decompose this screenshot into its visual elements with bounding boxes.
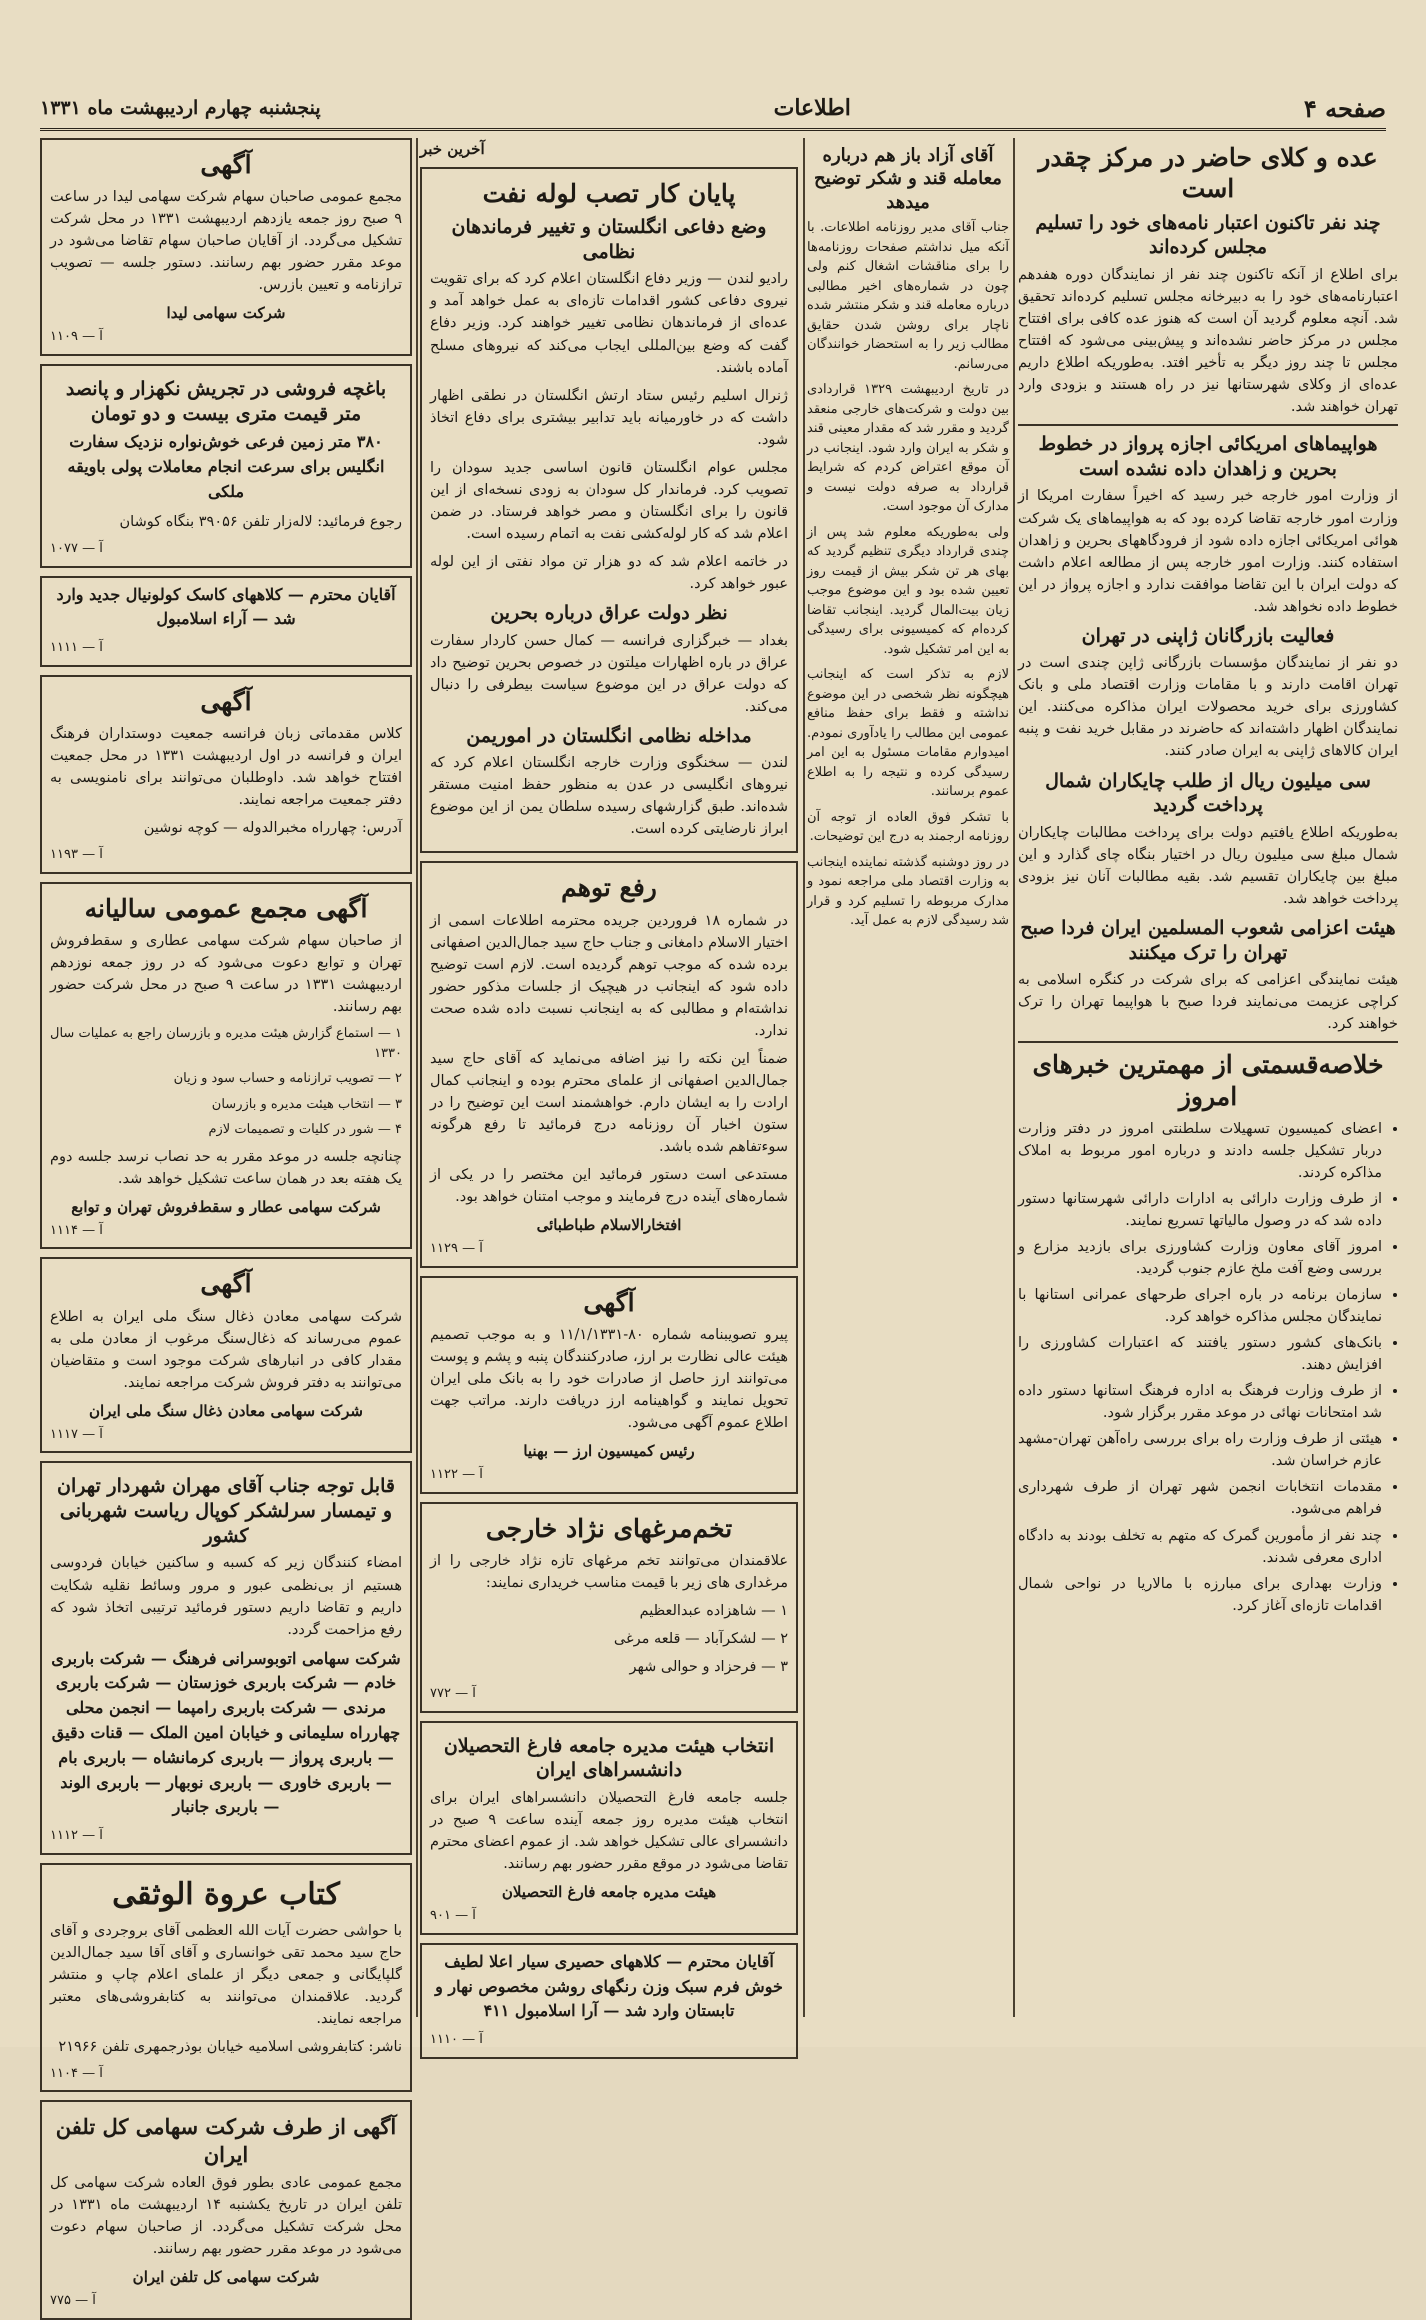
ad-body: علاقمندان می‌توانند تخم مرغهای تازه نژاد خارجی را از مرغداری های زیر با قیمت مناسب خریداری نمایند: [430,1552,788,1591]
ad-title: تخم‌مرغهای نژاد خارجی [485,1513,733,1543]
ad-body: با حواشی حضرت آیات الله العظمی آقای بروجردی و آقای حاج سید محمد تقی خوانساری و آقای آقا سید جمال‌الدین گلپایگانی و جمعی دیگر از علمای اعلام چاپ و منتشر گردید. علاقمندان می‌توانند به کتابفروشی‌های معتبر مراجعه نمایند. [50,1922,402,2027]
ad-lida [40,138,412,356]
column-news-right [1018,138,1398,2017]
list-item: ۳ — فرحزاد و حوالی شهر [629,1659,788,1676]
list-item: ۱ — شاهزاده عبدالعظیم [639,1602,788,1619]
ad-title: آگهی [200,1269,252,1299]
ad-body: ۳۸۰ متر زمین فرعی خوش‌نواره نزدیک سفارت انگلیس برای سرعت انجام معاملات پولی باویقه ملکی [67,432,385,501]
column-world-news [420,138,798,2048]
ad-code: آ — ۷۷۵ [50,2292,96,2308]
ad-title: آگهی مجمع عمومی سالیانه [84,894,368,923]
article-tea-growers: به‌طوریکه اطلاع یافتیم دولت برای پرداخت مطالبات چایکاران شمال مبلغ سی میلیون ریال در اختیار بنگاه چای گذارد و این مبلغ بین چایکاران تقسیم شد. بقیه مطالبات آنان نیز بزودی پرداخت خواهد شد. [1018,824,1398,907]
ad-graduates [420,1721,798,1935]
headline-iraq-bahrain: نظر دولت عراق درباره بحرین [490,601,728,624]
article-paragraph: مجلس عوام انگلستان قانون اساسی جدید سودان را تصویب کرد. فرماندار کل سودان به زودی نسخه‌ای از این قانون را برای انگلستان و مصر خواهد فرستاد. در ضمن اعلام شد که کار لوله‌کشی نفت به اتمام رسیده است. [430,459,788,542]
article-american-planes: از وزارت امور خارجه خبر رسید که اخیراً سفارت امریکا از وزارت امور خارجه تقاضا کرده بود که به هواپیماهای یک شرکت هوائی امریکائی اجازه داده شود از فرودگاههای بحرین و زاهدان استفاده کنند. وزارت امور خارجه پس از مطالعه اعلام داشت که دولت ایران با این تقاضا موافقت ندارد و اجازه پرواز در این خطوط داده نخواهد شد. [1018,488,1398,615]
article-paragraph: رادیو لندن — وزیر دفاع انگلستان اعلام کرد که برای تقویت نیروی دفاعی کشور اقدامات تازه‌ای به عمل خواهد آمد و عده‌ای از فرماندهان نظامی تغییر خواهند کرد. وزیر دفاع گفت که وضع بین‌المللی ایجاب می‌کند که نیروهای مسلح آماده باشند. [430,271,788,376]
column-divider [416,138,418,2017]
ad-body: مجمع عمومی عادی بطور فوق العاده شرکت سهامی کل تلفن ایران در تاریخ یکشنبه ۱۴ اردیبهشت ماه ۱۳۳۱ در محل شرکت تشکیل می‌گردد. از صاحبان سهام دعوت می‌شود در موعد مقرر حضور بهم رسانند. [50,2175,402,2258]
list-item: • چند نفر از مأمورین گمرک که متهم به تخلف بودند به دادگاه اداری معرفی شدند. [1018,1525,1382,1569]
list-item: • از طرف وزارت دارائی به ادارات دارائی شهرستانها دستور داده شد که در وصول مالیاتها تسریع نمایند. [1018,1188,1382,1232]
ad-petition [40,1461,412,1855]
agenda-item: ۴ — شور در کلیات و تصمیمات لازم [208,1122,402,1138]
letter-paragraph: ولی به‌طوریکه معلوم شد پس از چندی قرارداد دیگری تنظیم گردید که بهای هر تن شکر بیش از قیمت روز تعیین شده بود و این موضوع موجب زیان بیت‌المال گردید. اینجانب تقاضا کرده‌ام که کمیسیونی برای رسیدگی به این امر تشکیل شود. [807,524,1009,657]
letter-paragraph: در تاریخ اردیبهشت ۱۳۲۹ قراردادی بین دولت و شرکت‌های خارجی منعقد گردید و مقرر شد که مقدار معینی قند و شکر به ایران وارد شود. اینجانب در آن موقع اعتراض کردم که شرایط قرارداد به صرفه دولت نیست و مدارک آن موجود است. [807,382,1009,515]
ad-body: آقایان محترم — کلاههای کاسک کولونیال جدید وارد شد — آراء اسلامبول [56,584,396,629]
headline-clarification: رفع توهم [561,873,657,903]
ad-telephone [40,2100,412,2319]
column-divider [803,138,805,2017]
ad-code: آ — ۱۱۱۲ [50,1828,103,1844]
list-item: • سازمان برنامه در باره اجرای طرحهای عمرانی استانها با نمایندگان مجلس مذاکره خواهد کرد. [1018,1284,1382,1328]
ad-note: چنانچه جلسه در موعد مقرر به حد نصاب نرسد جلسه دوم یک هفته بعد در همان ساعت تشکیل خواهد شد. [50,1148,402,1187]
ad-code: آ — ۱۱۲۹ [430,1240,483,1256]
ad-coal [40,1257,412,1453]
ad-body: جلسه جامعه فارغ التحصیلان دانشسراهای ایران برای انتخاب هیئت مدیره روز جمعه آینده ساعت ۹ صبح در دانشسرای عالی تشکیل خواهد شد. از عموم اعضای محترم تقاضا می‌شود در موقع مقرر حضور بهم رسانند. [430,1790,788,1873]
ad-code: آ — ۱۱۹۳ [50,847,103,863]
letter-paragraph: با تشکر فوق العاده از توجه آن روزنامه ارجمند به درج این توضیحات. [807,809,1009,845]
signature: شرکت سهامی معادن ذغال سنگ ملی ایران [89,1401,363,1420]
list-item: • بانک‌های کشور دستور یافتند که اعتبارات کشاورزی را افزایش دهند. [1018,1332,1382,1376]
headline-tea-growers: سی میلیون ریال از طلب چایکاران شمال پرداخت گردید [1045,769,1371,817]
article-paragraph: ژنرال اسلیم رئیس ستاد ارتش انگلستان در نطقی اظهار داشت که در خاورمیانه باید تدابیر بیشتری برای دفاع اتخاذ شود. [430,387,788,448]
ad-title: آگهی [200,150,252,179]
issue-date: پنجشنبه چهارم اردیبهشت ماه ۱۳۳۱ [40,97,321,119]
signature: شرکت سهامی کل تلفن ایران [132,2268,320,2287]
article-paragraph: مستدعی است دستور فرمائید این مختصر را در یکی از شماره‌های آینده درج فرمایند و موجب امتنان خواهد بود. [430,1167,788,1206]
newspaper-name: اطلاعات [773,95,851,121]
ad-hats [420,1943,798,2059]
column-ads [40,138,412,2308]
agenda-item: ۲ — تصویب ترازنامه و حساب سود و زیان [173,1071,402,1087]
ad-body: از صاحبان سهام شرکت سهامی عطاری و سقط‌فروش تهران و توابع دعوت می‌شود که در روز جمعه نوزدهم اردیبهشت ۱۳۳۱ در ساعت ۹ صبح در محل شرکت حضور بهم رسانند. [50,933,402,1016]
signature: هیئت مدیره جامعه فارغ التحصیلان [501,1883,717,1902]
ad-body: امضاء کنندگان زیر که کسبه و ساکنین خیابان فردوسی هستیم از بی‌نظمی عبور و مرور وسائط نقلیه شکایت داریم و تقاضا داریم دستور فرمائید ترتیبی اتخاذ شود که رفع مزاحمت گردد. [50,1555,402,1638]
headline-pipeline: پایان کار تصب لوله نفت [482,178,736,208]
page-number: صفحه ۴ [1303,93,1386,123]
ad-address: آدرس: چهارراه مخبرالدوله — کوچه نوشین [143,820,402,837]
ad-body: کلاس مقدماتی زبان فرانسه جمعیت دوستداران فرهنگ ایران و فرانسه در اول اردیبهشت ۱۳۳۱ در محل جمعیت افتتاح خواهد شد. داوطلبان می‌توانند برای نامنویسی به دفتر جمعیت مراجعه نمایند. [50,726,402,809]
ad-french-class [40,675,412,874]
ad-body: آقایان محترم — کلاههای حصیری سیار اعلا لطیف خوش فرم سبک وزن رنگهای روشن مخصوص نهار و تابستان وارد شد — آرا اسلامبول ۴۱۱ [435,1951,783,2021]
ad-title: آگهی [200,686,252,716]
signature: شرکت سهامی لیدا [166,304,286,323]
ad-body: شرکت سهامی معادن ذغال سنگ ملی ایران به اطلاع عموم می‌رساند که ذغال‌سنگ مرغوب از معادن ملی به مقدار کافی در انبارهای شرکت موجود است و متقاضیان می‌توانند به دفتر فروش شرکت مراجعه نمایند. [50,1308,402,1391]
agenda-item: ۳ — انتخاب هیئت مدیره و بازرسان [211,1096,402,1112]
news-summary-list [1018,1118,1398,1617]
article-deputies: برای اطلاع از آنکه تاکنون چند نفر از نمایندگان دوره هفدهم اعتبارنامه‌های خود را به دبیرخانه مجلس تسلیم کرده‌اند تحقیق شد. آنچه معلوم گردید آن است که هنوز عده کافی برای افتتاح مجلس در مرکز حاضر نشده‌اند و پیش‌بینی می‌شود که افتتاح مجلس تا چند روز دیگر به تأخیر افتد. به‌طوریکه اطلاع داریم عده‌ای از وکلای شهرستانها نیز در راه هستند و بزودی وارد تهران خواهند شد. [1018,266,1398,416]
headline-deputies: عده و کلای حاضر در مرکز چقدر است [1038,143,1378,204]
column-divider [1013,138,1015,2017]
ad-code: آ — ۷۷۲ [430,1686,476,1702]
headline-american-planes: هواپیماهای امریکائی اجازه پرواز در خطوط بحرین و زاهدان داده نشده است [1038,433,1378,480]
ad-code: آ — ۱۱۱۱ [50,640,103,656]
ad-code: آ — ۱۱۲۲ [430,1466,483,1482]
latest-news-label: آخرین خبر [420,140,485,158]
ad-title: کتاب عروة الوثقی [112,1876,340,1912]
ad-code: آ — ۱۱۱۷ [50,1426,103,1442]
ad-title: قابل توجه جناب آقای مهران شهردار تهران و تیمسار سرلشکر کوپال ریاست شهربانی کشور [57,1475,395,1547]
headline-sugar-deal: آقای آزاد باز هم درباره معامله قند و شکر توضیح میدهد [814,145,1002,213]
signature: رئیس کمیسیون ارز — بهنیا [523,1442,695,1461]
letter-paragraph: جناب آقای مدیر روزنامه اطلاعات. با آنکه میل نداشتم صفحات روزنامه‌ها را برای مناقشات اشغال کنم ولی چون در شماره‌های اخیر مطالبی درباره معامله قند و شکر منتشر شده ناچار برای روشن شدن حقایق مطالب زیر را به استحضار خوانندگان می‌رسانم. [807,220,1009,372]
ad-body: مجمع عمومی صاحبان سهام شرکت سهامی لیدا در ساعت ۹ صبح روز جمعه یازدهم اردیبهشت ۱۳۳۱ در محل شرکت تشکیل می‌گردد. از آقایان صاحبان سهام تقاضا می‌شود در موعد مقرر حضور بهم رسانند. دستور جلسه — تصویب ترازنامه و تعیین بازرس. [50,189,403,294]
list-item: • از طرف وزارت فرهنگ به اداره فرهنگ استانها دستور داده شد امتحانات نهائی در موعد مقرر برگزار شود. [1018,1380,1382,1424]
ad-title: آگهی از طرف شرکت سهامی کل تلفن ایران [55,2114,397,2167]
latest-news-box [420,167,798,854]
article-paragraph: ضمناً این نکته را نیز اضافه می‌نماید که آقای حاج سید جمال‌الدین اصفهانی از علمای محترم بوده و اینجانب کمال ارادت را به ایشان دارم. خواهشمند است این توضیح را در ستون اخبار آن روزنامه درج فرمائید تا رفع هرگونه سوءتفاهم شده باشد. [430,1050,788,1156]
article-paragraph: در خاتمه اعلام شد که دو هزار تن مواد نفتی از این لوله عبور خواهد کرد. [430,553,788,592]
headline-yemen: مداخله نظامی انگلستان در اموریمن [466,724,752,747]
headline-news-summary: خلاصه‌قسمتی از مهمترین خبرهای امروز [1032,1050,1384,1111]
ad-signatories: شرکت سهامی اتوبوسرانی فرهنگ — شرکت باربری خادم — شرکت باربری خوزستان — شرکت باربری مرندی — شرکت باربری رامپما — انجمن محلی چهارراه سلیمانی و خیابان امین الملک — قنات دقیق — باربری پرواز — باربری کرمانشاه — باربری بام — باربری خاوری — باربری نوبهار — باربری الوند — باربری جانبار [51,1648,401,1817]
ad-title: آگهی [583,1287,635,1317]
ad-currency [420,1276,798,1494]
ad-body: پیرو تصویبنامه شماره ۸۰-۱۱/۱/۱۳۳۱ و به موجب تصمیم هیئت عالی نظارت بر ارز، صادرکنندگان پنبه و پشم و پوست می‌توانند ارز حاصل از صادرات خود را به بانک ملی ایران تحویل نمایند و گواهینامه ارز دریافت دارند. مراتب جهت اطلاع عموم آگهی می‌شود. [430,1326,789,1432]
headline-british-defense: وضع دفاعی انگلستان و تغییر فرماندهان نظامی [451,216,767,263]
headline-japanese-traders: فعالیت بازرگانان ژاپنی در تهران [1081,624,1335,647]
column-letter [807,138,1009,2017]
list-item: • وزارت بهداری برای مبارزه با مالاریا در نواحی شمال اقدامات تازه‌ای آغاز کرد. [1018,1573,1382,1617]
lead-deputies: چند نفر تاکنون اعتبار نامه‌های خود را تسلیم مجلس کرده‌اند [1035,211,1381,259]
ad-code: آ — ۱۱۰۹ [50,329,103,345]
ad-contact: رجوع فرمائید: لاله‌زار تلفن ۳۹۰۵۶ بنگاه کوشان [119,513,402,530]
ad-code: آ — ۱۱۱۴ [50,1222,103,1238]
signature: شرکت سهامی عطار و سقط‌فروش تهران و توابع [71,1197,381,1216]
list-item: ۲ — لشکرآباد — قلعه مرغی [613,1630,788,1647]
ad-annual-meeting [40,882,412,1249]
article-paragraph: بغداد — خبرگزاری فرانسه — کمال حسن کاردار سفارت عراق در باره اظهارات میلتون در خصوص بحرین توضیح داد که دولت عراق در این موضوع سیاست بیطرفی را دنبال می‌کند. [430,632,788,715]
ad-title: انتخاب هیئت مدیره جامعه فارغ التحصیلان دانشسراهای ایران [443,1734,775,1782]
signature: افتخارالاسلام طباطبائی [536,1216,682,1235]
ad-book [40,1863,412,2093]
letter-paragraph: لازم به تذکر است که اینجانب هیچگونه نظر شخصی در این موضوع نداشته و فقط برای حفظ منافع عمومی این مطالب را یادآوری نمودم. امیدوارم مقامات مسئول به این امر رسیدگی کرده و نتیجه را به اطلاع عموم برسانند. [807,667,1009,800]
ad-title: باغچه فروشی در تجریش نکهزار و پانصد متر قیمت متری بیست و دو تومان [65,377,387,425]
list-item: • هیئتی از طرف وزارت راه برای بررسی راه‌آهن تهران-مشهد عازم خراسان شد. [1018,1428,1382,1472]
divider [1018,1041,1398,1043]
ad-code: آ — ۹۰۱ [430,1908,476,1924]
ad-code: آ — ۱۱۰۴ [50,2065,103,2081]
page-header [40,88,1386,131]
list-item: • مقدمات انتخابات انجمن شهر تهران از طرف شهرداری فراهم می‌شود. [1018,1476,1382,1520]
ad-code: آ — ۱۰۷۷ [50,540,103,556]
headline-delegation: هیئت اعزامی شعوب المسلمین ایران فردا صبح تهران را ترک میکنند [1020,917,1396,964]
notice-box [420,861,798,1267]
divider [1018,424,1398,426]
ad-garden-sale [40,364,412,568]
list-item: • اعضای کمیسیون تسهیلات سلطنتی امروز در دفتر وزارت دربار تشکیل جلسه دادند و درباره امور مربوط به املاک مذاکره کردند. [1018,1118,1382,1184]
agenda-item: ۱ — استماع گزارش هیئت مدیره و بازرسان راجع به عملیات سال ۱۳۳۰ [50,1026,402,1061]
article-japanese-traders: دو نفر از نمایندگان مؤسسات بازرگانی ژاپن چندی است در تهران اقامت دارند و با مقامات وزارت اقتصاد ملی و بانک کشاورزی برای خرید محصولات ایران مذاکره می‌کنند. این نمایندگان اظهار داشته‌اند که حاضرند در مقابل خرید نفت و پنبه ایران کالاهای ژاپنی به ایران صادر کنند. [1018,655,1398,760]
letter-paragraph: در روز دوشنبه گذشته نماینده اینجانب به وزارت اقتصاد ملی مراجعه نمود و مدارک مربوطه را تسلیم کرد و قرار شد رسیدگی لازم به عمل آید. [807,854,1009,929]
ad-code: آ — ۱۱۱۰ [430,2032,483,2048]
ad-helmets [40,576,412,667]
ad-contact: ناشر: کتابفروشی اسلامیه خیابان بوذرجمهری تلفن ۲۱۹۶۶ [58,2038,402,2055]
article-paragraph: در شماره ۱۸ فروردین جریده محترمه اطلاعات اسمی از اختیار الاسلام دامغانی و جناب حاج سید جمال‌الدین اصفهانی برده شده که موجب توهم گردیده است. لازم است توضیح داده شود که اینجانب در هیچیک از جلسات مذکور حضور نداشته‌ام و مطالبی که به اینجانب نسبت داده شده صحت ندارد. [430,912,788,1039]
article-paragraph: لندن — سخنگوی وزارت خارجه انگلستان اعلام کرد که نیروهای انگلیسی در عدن به منظور حفظ امنیت مستقر شده‌اند. طبق گزارشهای رسیده سلطان یمن از این موضوع ابراز نارضایتی کرده است. [430,755,788,838]
ad-eggs [420,1502,798,1713]
article-delegation: هیئت نمایندگی اعزامی که برای شرکت در کنگره اسلامی به کراچی عزیمت می‌نمایند فردا صبح با هواپیما تهران را ترک خواهند کرد. [1018,972,1398,1033]
list-item: • امروز آقای معاون وزارت کشاورزی برای بازدید مزارع و بررسی وضع آفت ملخ عازم جنوب گردید. [1018,1236,1382,1280]
